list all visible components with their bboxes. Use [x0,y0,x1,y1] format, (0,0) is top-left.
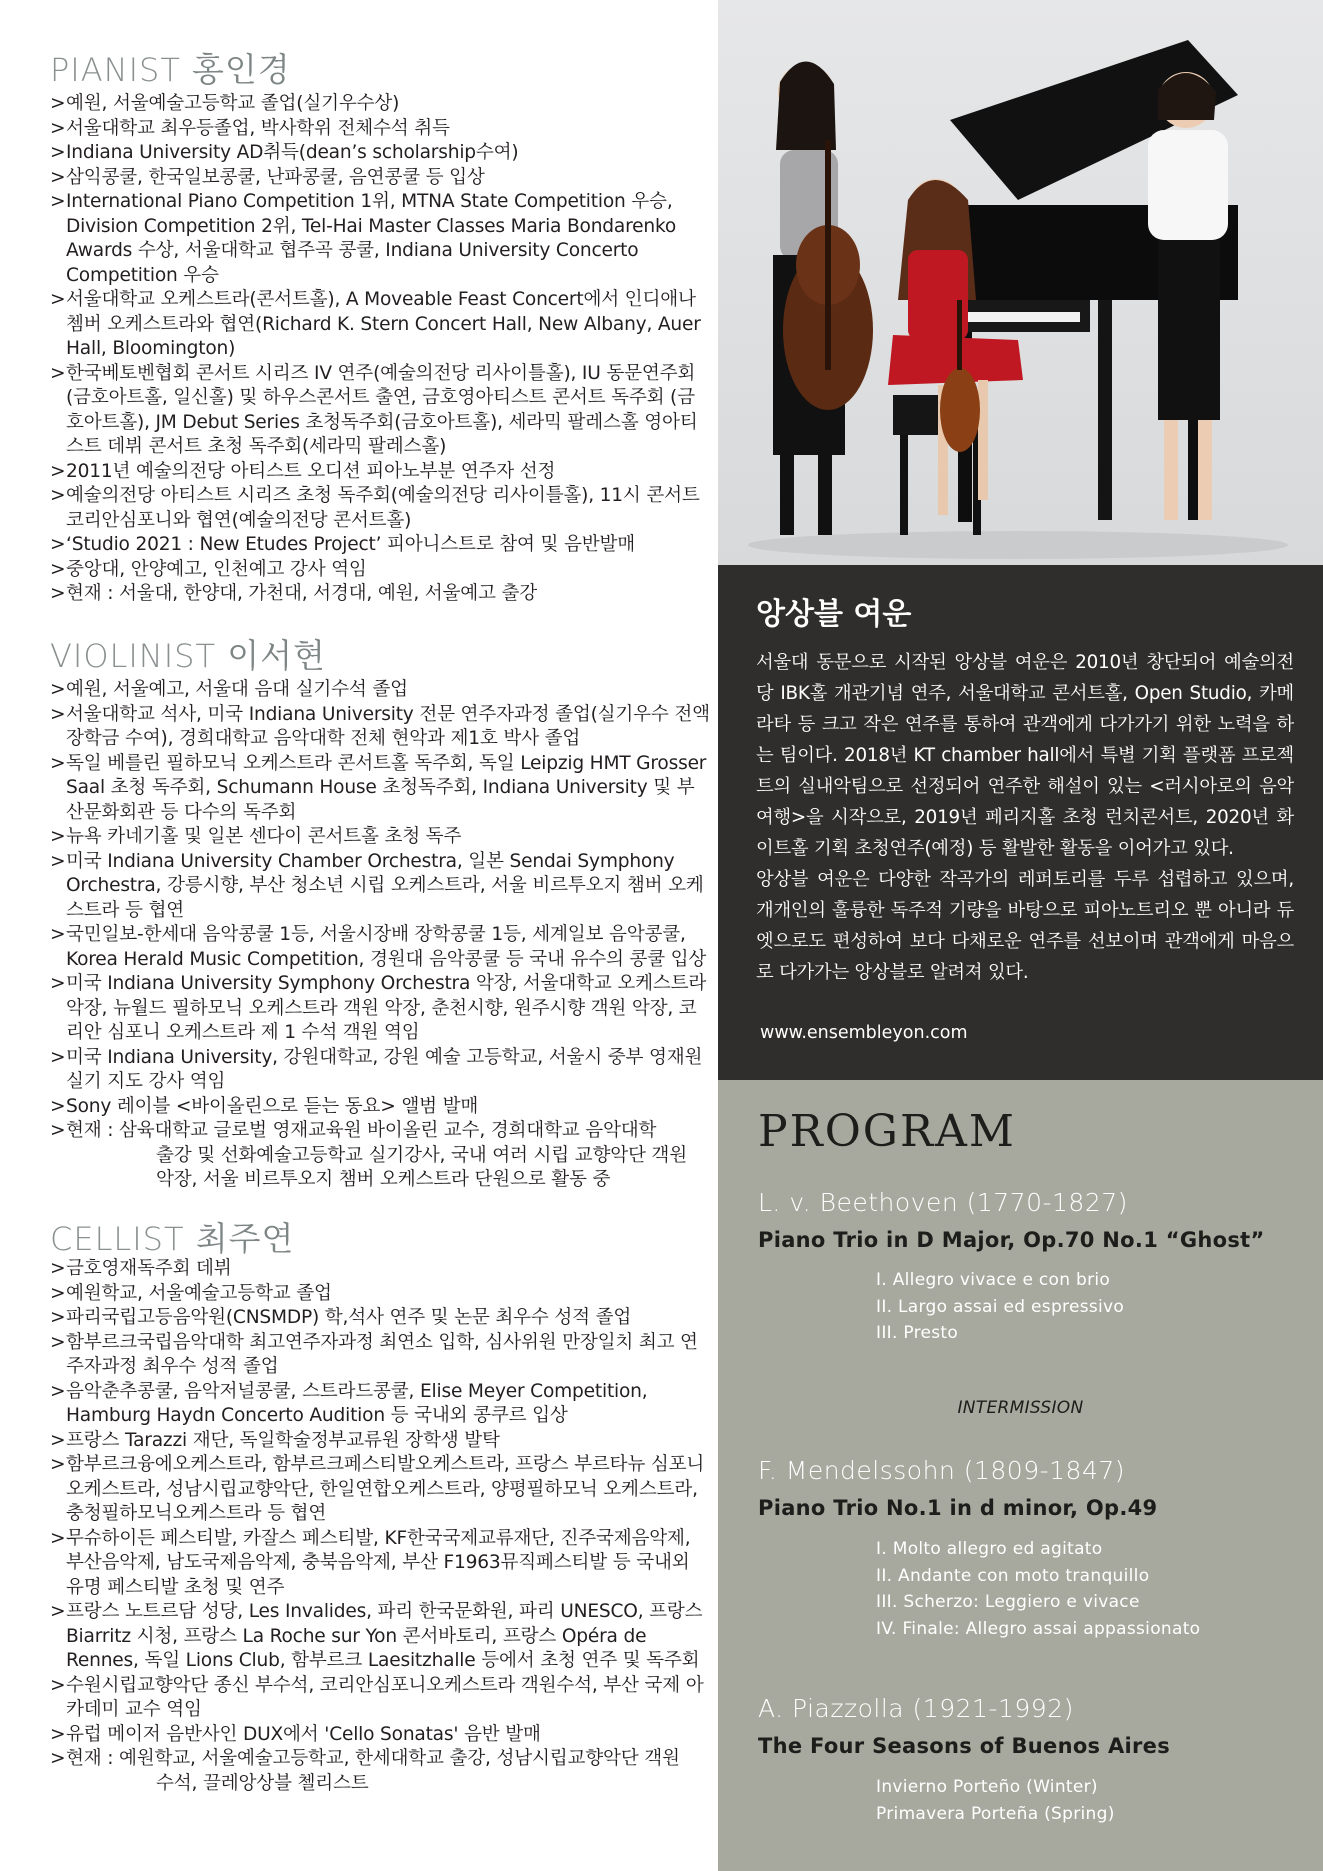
current-position-label: 현재 : 예원학교, 서울예술고등학교, 한세대학교 출강, 성남시립교향악단 객원 [66,1748,680,1769]
intermission-label: INTERMISSION [957,1398,1084,1418]
movement-list [876,1267,1124,1347]
ensemble-photo [718,0,1323,565]
list-item: > 미국 Indiana University, 강원대학교, 강원 예술 고등학교, 서울시 중부 영재원 실기 지도 강사 역임 [50,1046,710,1095]
list-item: > 프랑스 노트르담 성당, Les Invalides, 파리 한국문화원, 파리 UNESCO, 프랑스 Biarritz 시청, 프랑스 La Roche sur Yon 콘서바토리, 프랑스 Opéra de Rennes, 독일 Lions Club, 함부르크 Laesitzhalle 등에서 초청 연주 및 독주회 [50,1600,710,1674]
list-item: > 한국베토벤협회 콘서트 시리즈 IV 연주(예술의전당 리사이틀홀), IU 동문연주회 (금호아트홀, 일신홀) 및 하우스콘서트 출연, 금호영아티스트 콘서트 독주회 (금호아트홀), JM Debut Series 초청독주회(금호아트홀), 세라믹 팔레스홀 영아티스트 데뷔 콘서트 초청 독주회(세라믹 팔레스홀) [50,362,710,460]
list-item: > 2011년 예술의전당 아티스트 오디션 피아노부분 연주자 선정 [50,460,710,485]
movement-item: II. Andante con moto tranquillo [876,1565,1150,1586]
pianist-heading [50,44,291,91]
violinist-bio-list [50,678,710,1193]
list-item: > 서울대학교 최우등졸업, 박사학위 전체수석 취득 [50,117,710,142]
list-item: > 서울대학교 오케스트라(콘서트홀), A Moveable Feast Concert에서 인디애나 쳄버 오케스트라와 협연(Richard K. Stern Concert Hall, New Albany, Auer Hall, Bloomington) [50,288,710,362]
program-panel [718,1080,1323,1871]
movement-list [876,1774,1115,1827]
cellist-heading [50,1213,294,1260]
list-item: > 유럽 메이저 음반사인 DUX에서 'Cello Sonatas' 음반 발매 [50,1723,710,1748]
ensemble-description-paragraph-1: 서울대 동문으로 시작된 앙상블 여운은 2010년 창단되어 예술의전당 IBK홀 개관기념 연주, 서울대학교 콘서트홀, Open Studio, 카메라타 등 크고 작은 연주를 통하여 관객에게 다가가기 위한 노력을 하는 팀이다. 2018년 KT chamber hall에서 특별 기획 플랫폼 프로젝트의 실내악팀으로 선정되어 연주한 해설이 있는 <러시아로의 음악여행>을 시작으로, 2019년 페리지홀 초청 런치콘서트, 2020년 화이트홀 기획 초청연주(예정) 등 활발한 활동을 이어가고 있다. [756,652,1294,859]
list-item: > 미국 Indiana University Chamber Orchestra, 일본 Sendai Symphony Orchestra, 강릉시향, 부산 청소년 시립 오케스트라, 서울 비르투오지 챔버 오케스트라 등 협연 [50,850,710,924]
list-item [50,1119,710,1193]
ensemble-description-paragraph-2: 앙상블 여운은 다양한 작곡가의 레퍼토리를 두루 섭렵하고 있으며, 개개인의 훌륭한 독주적 기량을 바탕으로 피아노트리오 뿐 아니라 듀엣으로도 편성하여 보다 다채로운 연주를 선보이며 관객에게 마음으로 다가가는 앙상블로 알려져 있다. [756,869,1294,983]
list-item: > 뉴욕 카네기홀 및 일본 센다이 콘서트홀 초청 독주 [50,825,710,850]
violinist-role: VIOLINIST [50,637,217,675]
list-item: > 프랑스 Tarazzi 재단, 독일학술정부교류원 장학생 발탁 [50,1429,710,1454]
pianist-name: 홍인경 [192,50,291,89]
list-item: > 국민일보-한세대 음악콩쿨 1등, 서울시장배 장학콩쿨 1등, 세계일보 음악콩쿨, Korea Herald Music Competition, 경원대 음악콩쿨 등 국내 유수의 콩쿨 입상 [50,923,710,972]
list-item: > 파리국립고등음악원(CNSMDP) 학,석사 연주 및 논문 최우수 성적 졸업 [50,1306,710,1331]
list-item: > 함부르크융에오케스트라, 함부르크페스티발오케스트라, 프랑스 부르타뉴 심포니오케스트라, 성남시립교향악단, 한일연합오케스트라, 양평필하모닉 오케스트라, 충청필하모닉오케스트라 등 협연 [50,1453,710,1527]
movement-item: II. Largo assai ed espressivo [876,1296,1125,1317]
movement-item: Invierno Porteño (Winter) [876,1777,1098,1797]
movement-item: I. Allegro vivace e con brio [876,1270,1111,1290]
list-item: > 서울대학교 석사, 미국 Indiana University 전문 연주자과정 졸업(실기우수 전액 장학금 수여), 경희대학교 음악대학 전체 현악과 제1호 박사 졸업 [50,703,710,752]
movement-item: IV. Finale: Allegro assai appassionato [876,1618,1201,1639]
list-item: > 함부르크국립음악대학 최고연주자과정 최연소 입학, 심사위원 만장일치 최고 연주자과정 최우수 성적 졸업 [50,1331,710,1380]
movement-item: III. Scherzo: Leggiero e vivace [876,1592,1140,1612]
movement-item: III. Presto [876,1323,959,1343]
pianist-role: PIANIST [50,51,181,89]
work-title: Piano Trio No.1 in d minor, Op.49 [758,1496,1158,1520]
composer-heading: F. Mendelssohn (1809-1847) [758,1456,1126,1485]
list-item: > International Piano Competition 1위, MTNA State Competition 우승, Division Competition 2위, Tel-Hai Master Classes Maria Bondarenko Awards 수상, 서울대학교 협주곡 콩쿨, Indiana University Concerto Competition 우승 [50,190,710,288]
ensemble-intro-panel [718,565,1323,1080]
ensemble-website-link[interactable]: www.ensembleyon.com [760,1023,968,1043]
cellist-name: 최주연 [195,1219,295,1258]
list-item: > Indiana University AD취득(dean’s scholarship수여) [50,141,710,166]
list-item: > 중앙대, 안양예고, 인천예고 강사 역임 [50,558,710,583]
list-item [50,1747,710,1796]
list-item: > 무슈하이든 페스티발, 카잘스 페스티발, KF한국국제교류재단, 진주국제음악제, 부산음악제, 남도국제음악제, 충북음악제, 부산 F1963뮤직페스티발 등 국내외 유명 페스티발 초청 및 연주 [50,1527,710,1601]
list-item: > Sony 레이블 <바이올린으로 듣는 동요> 앨범 발매 [50,1095,710,1120]
list-item: > 예원학교, 서울예술고등학교 졸업 [50,1282,710,1307]
list-item: > 독일 베를린 필하모닉 오케스트라 콘서트홀 독주회, 독일 Leipzig HMT Grosser Saal 초청 독주회, Schumann House 초청독주회, Indiana University 및 부산문화회관 등 다수의 독주회 [50,752,710,826]
list-item: > 미국 Indiana University Symphony Orchestra 악장, 서울대학교 오케스트라 악장, 뉴월드 필하모닉 오케스트라 객원 악장, 춘천시향, 원주시향 객원 악장, 코리안 심포니 오케스트라 제 1 수석 객원 역임 [50,972,710,1046]
pianist-bio-list [50,92,710,607]
work-title: Piano Trio in D Major, Op.70 No.1 “Ghost” [758,1228,1265,1252]
trio-with-piano-illustration [718,0,1323,565]
list-item: > 예원, 서울예술고등학교 졸업(실기우수상) [50,92,710,117]
list-item: > 수원시립교향악단 종신 부수석, 코리안심포니오케스트라 객원수석, 부산 국제 아카데미 교수 역임 [50,1674,710,1723]
list-item: > 예술의전당 아티스트 시리즈 초청 독주회(예술의전당 리사이틀홀), 11시 콘서트 코리안심포니와 협연(예술의전당 콘서트홀) [50,484,710,533]
work-title: The Four Seasons of Buenos Aires [758,1734,1171,1758]
ensemble-title: 앙상블 여운 [756,597,912,632]
current-position-continued: 수석, 끌레앙상블 첼리스트 [156,1772,369,1794]
composer-heading: A. Piazzolla (1921-1992) [758,1694,1074,1723]
movement-item: I. Molto allegro ed agitato [876,1539,1103,1559]
cellist-bio-list [50,1257,710,1796]
program-title: PROGRAM [758,1106,1016,1157]
current-position-continued: 출강 및 선화예술고등학교 실기강사, 국내 여러 시립 교향악단 객원 악장, 서울 비르투오지 챔버 오케스트라 단원으로 활동 중 [156,1144,687,1190]
composer-heading: L. v. Beethoven (1770-1827) [758,1188,1128,1217]
list-item: > 예원, 서울예고, 서울대 음대 실기수석 졸업 [50,678,710,703]
ensemble-column [718,0,1323,1871]
list-item: > 음악춘추콩쿨, 음악저널콩쿨, 스트라드콩쿨, Elise Meyer Competition, Hamburg Haydn Concerto Audition 등 국내외 콩쿠르 입상 [50,1380,710,1429]
ensemble-description [756,647,1294,988]
list-item: > 금호영재독주회 데뷔 [50,1257,710,1282]
list-item: > 삼익콩쿨, 한국일보콩쿨, 난파콩쿨, 음연콩쿨 등 입상 [50,166,710,191]
cellist-role: CELLIST [50,1220,185,1258]
current-position-label: 현재 : 삼육대학교 글로벌 영재교육원 바이올린 교수, 경희대학교 음악대학 [66,1120,657,1141]
list-item: > ‘Studio 2021 : New Etudes Project’ 피아니스트로 참여 및 음반발매 [50,533,710,558]
movement-list [876,1536,1200,1642]
list-item: > 현재 : 서울대, 한양대, 가천대, 서경대, 예원, 서울예고 출강 [50,582,710,607]
violinist-name: 이서현 [227,636,326,675]
violinist-heading [50,630,326,677]
movement-item: Primavera Porteña (Spring) [876,1803,1115,1824]
